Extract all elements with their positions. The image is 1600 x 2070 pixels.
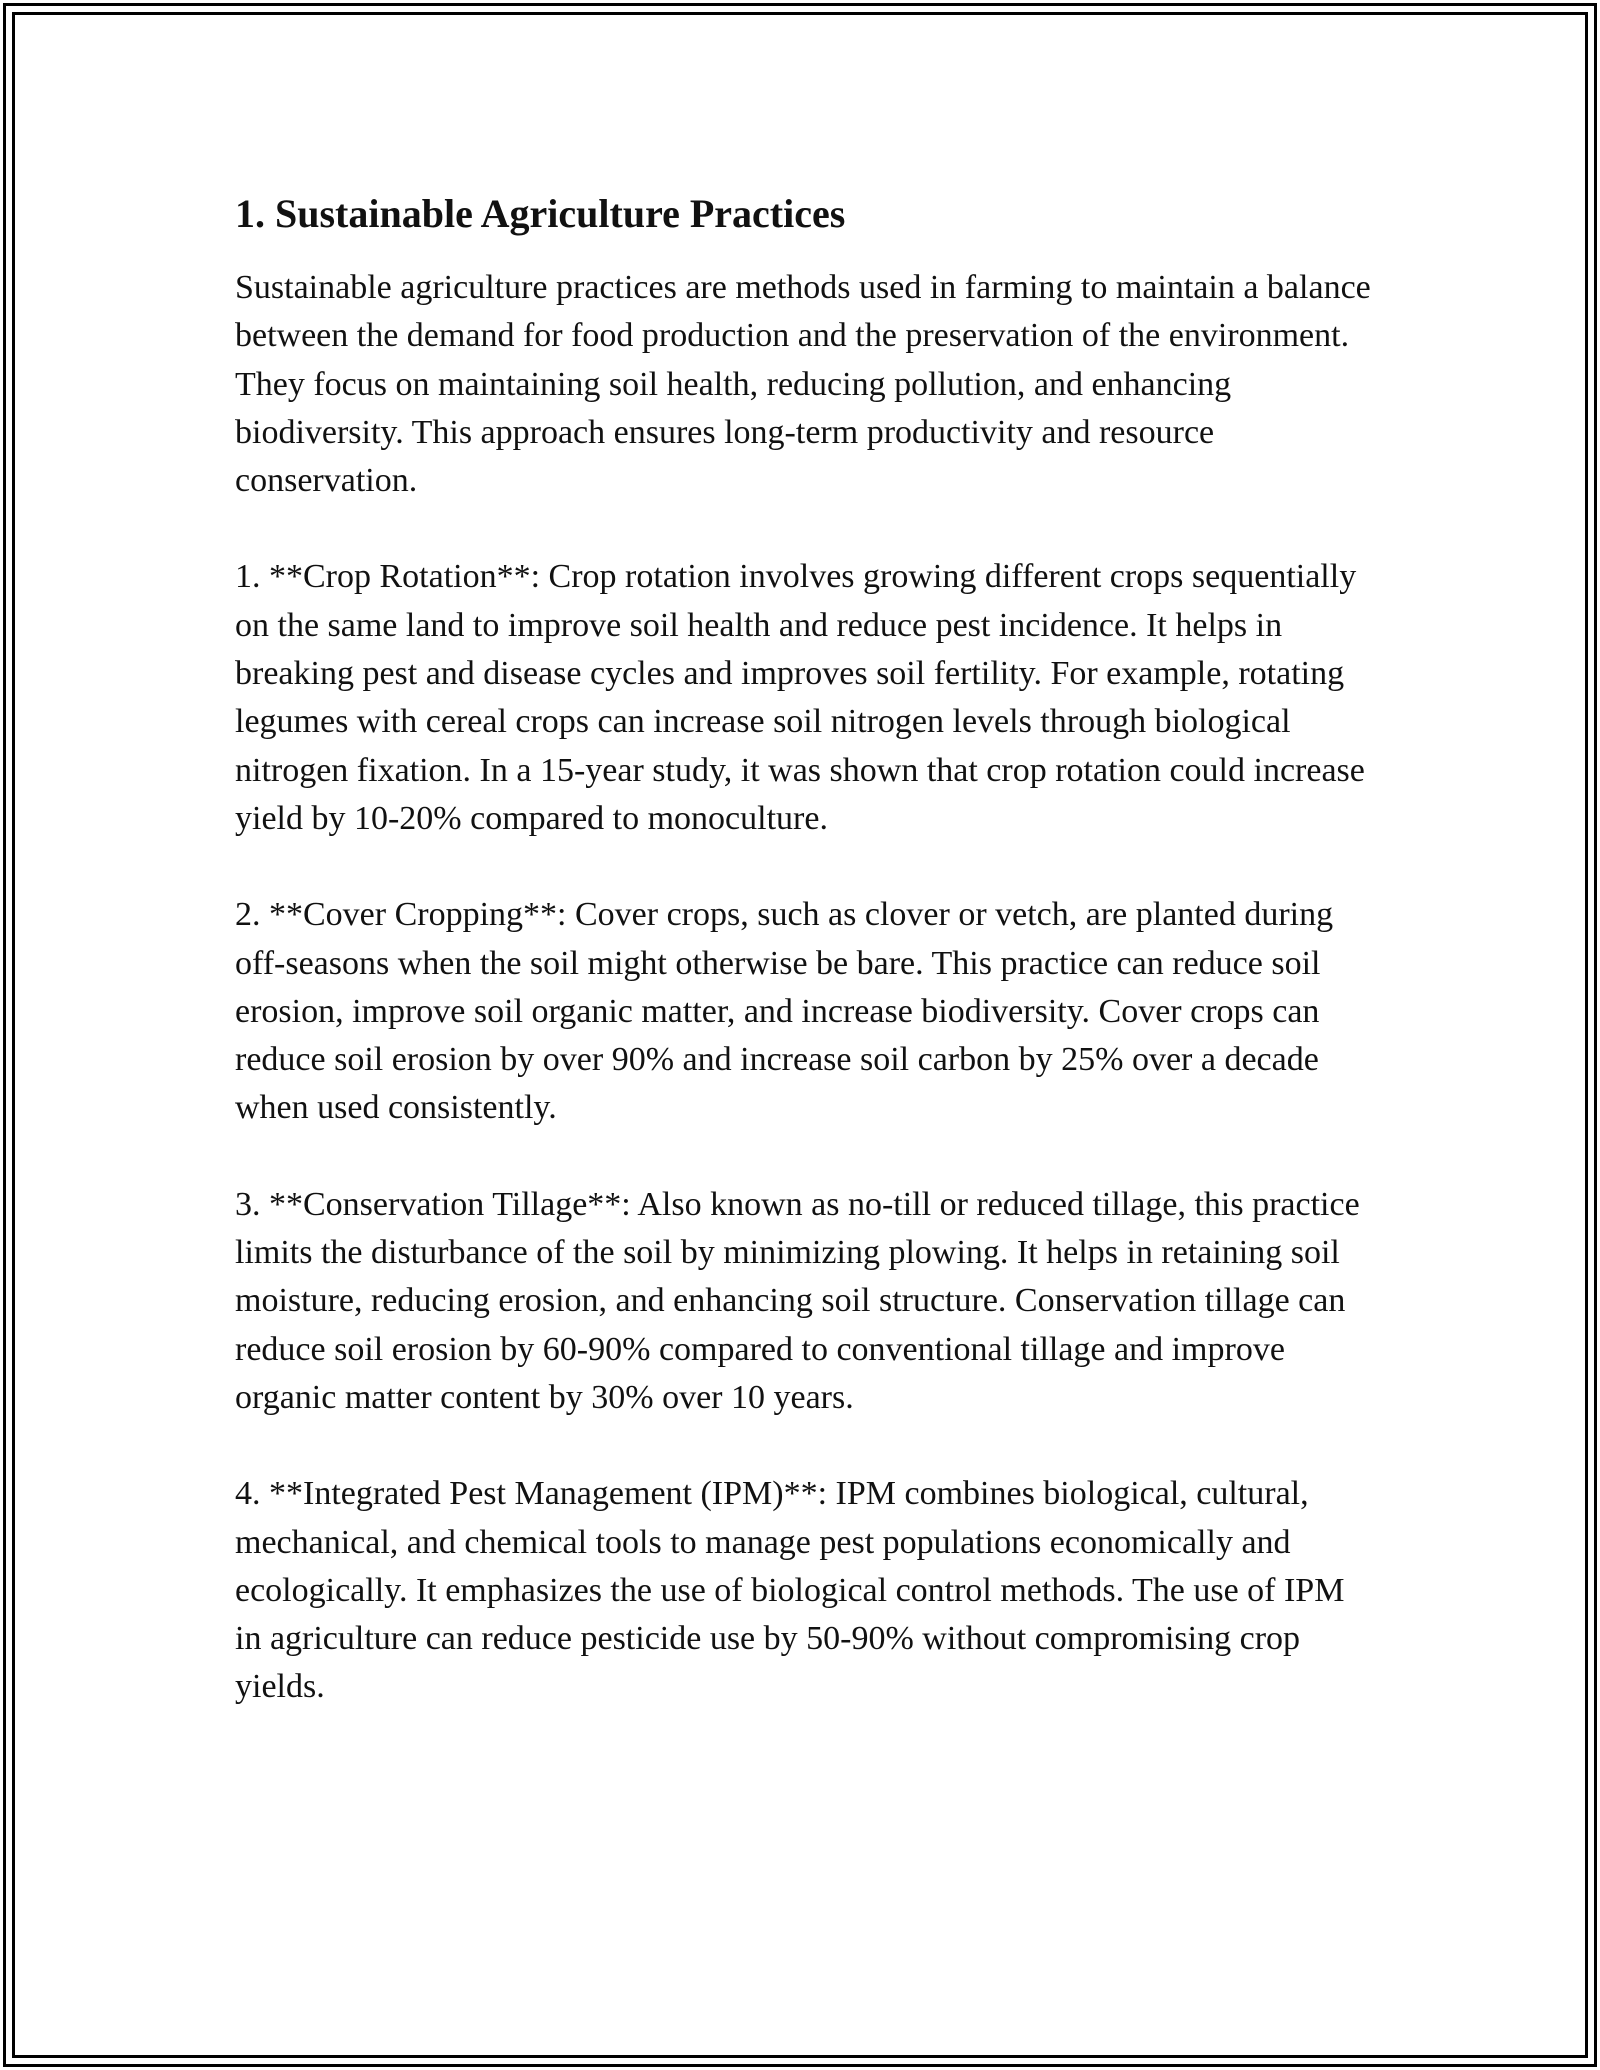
intro-paragraph: Sustainable agriculture practices are methods used in farming to maintain a balance between the demand for food production and the preservation of the environment. They focus on maintaining soil health, reducing pollution, and enhancing biodiversity. This approach ensures long-term productivity and resource conservation. [235, 269, 1371, 500]
crop-rotation-paragraph: 1. **Crop Rotation**: Crop rotation involves growing different crops sequentially on the same land to improve soil health and reduce pest incidence. It helps in breaking pest and disease cycles and improves soil fertility. For example, rotating legumes with cereal crops can increase soil nitrogen levels through biological nitrogen fixation. In a 15-year study, it was shown that crop rotation could increase yield by 10-20% compared to monoculture. [235, 558, 1365, 837]
section-title: 1. Sustainable Agriculture Practices [235, 191, 846, 236]
document-body [235, 186, 1375, 1760]
integrated-pest-management-paragraph: 4. **Integrated Pest Management (IPM)**: IPM combines biological, cultural, mechanical, and chemical tools to manage pest populations economically and ecologically. It emphasizes the use of biological control methods. The use of IPM in agriculture can reduce pesticide use by 50-90% without compromising crop yields. [235, 1475, 1345, 1706]
cover-cropping-paragraph: 2. **Cover Cropping**: Cover crops, such as clover or vetch, are planted during off-seasons when the soil might otherwise be bare. This practice can reduce soil erosion, improve soil organic matter, and increase biodiversity. Cover crops can reduce soil erosion by over 90% and increase soil carbon by 25% over a decade when used consistently. [235, 896, 1334, 1127]
conservation-tillage-paragraph: 3. **Conservation Tillage**: Also known as no-till or reduced tillage, this practice limits the disturbance of the soil by minimizing plowing. It helps in retaining soil moisture, reducing erosion, and enhancing soil structure. Conservation tillage can reduce soil erosion by 60-90% compared to conventional tillage and improve organic matter content by 30% over 10 years. [235, 1185, 1360, 1416]
